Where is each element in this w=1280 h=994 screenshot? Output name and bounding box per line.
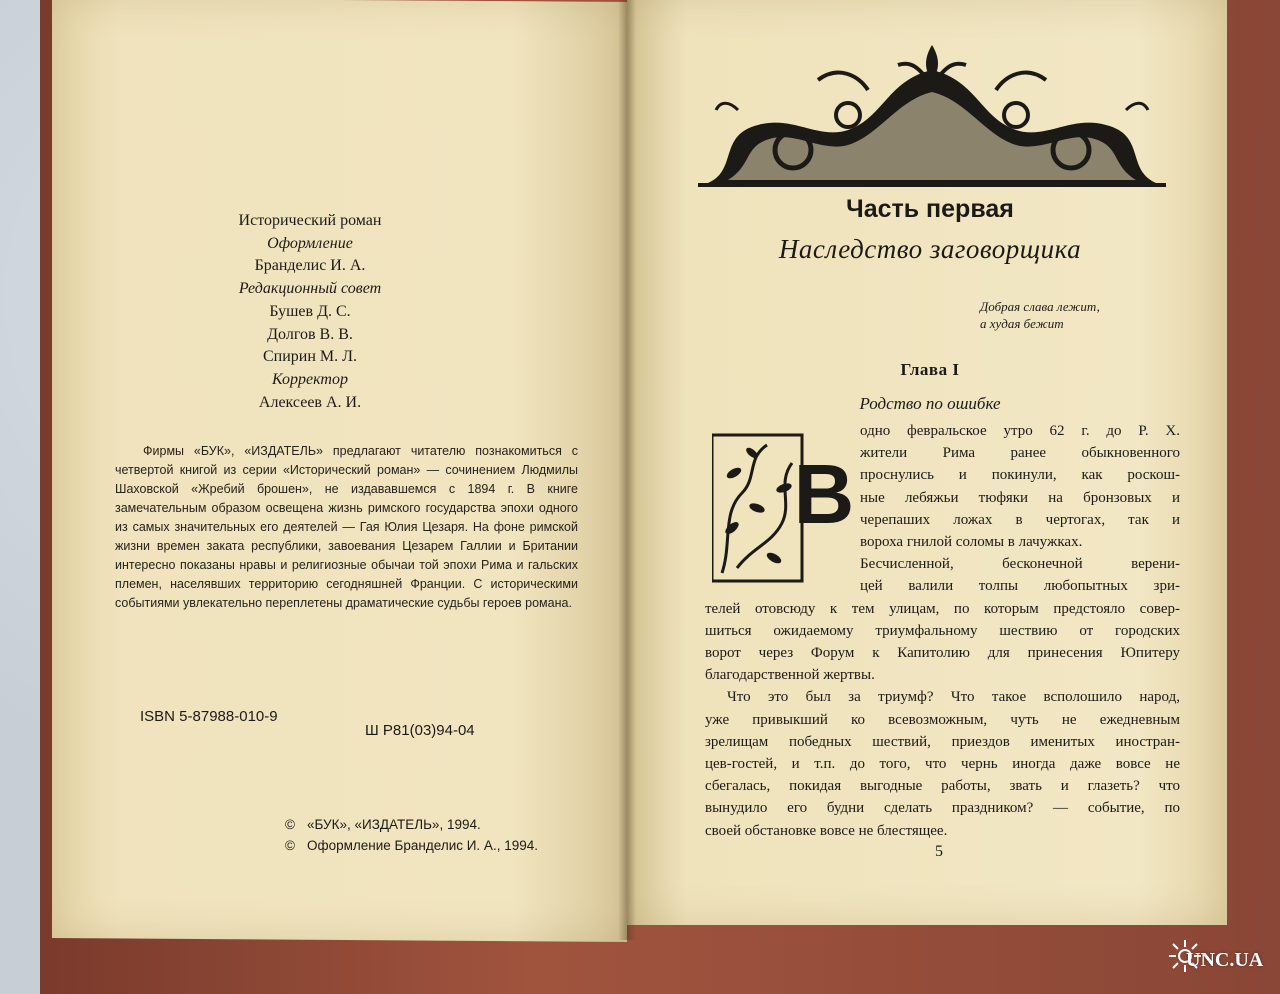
text-line: жители Рима ранее обыкновенного: [860, 445, 1180, 462]
credit-line: Бушев Д. С.: [269, 302, 351, 320]
text-line: вороха гнилой соломы в лачужках.: [860, 534, 1083, 551]
text-line: сбегалась, покидая выгодные работы, звать и глазеть? что: [705, 778, 1180, 795]
text-line: черепаших ложах в чертогах, так и: [860, 511, 1180, 528]
credit-line: Бранделис И. А.: [254, 257, 366, 275]
book-gutter: [618, 0, 636, 940]
part-subtitle: Наследство заговорщика: [778, 234, 1082, 264]
annotation-text: Фирмы «БУК», «ИЗДАТЕЛЬ» предлагают читателю познакомиться с четвертой книгой из серии «Исторический роман» — сочинением Людмилы Шаховской «Жребий брошен», не издававшемся с 1894 г. В книге замечательным образом освещена жизнь римского государства эпохи одного из самых значительных его деятелей — Гая Юлия Цезаря. На фоне римской жизни времен заката республики, завоевания Цезарем Галлии и Британии интересно показаны нравы и религиозные обычаи той эпохи Рима и гальских племен, населявших территорию сегодняшней Франции. С историческими событиями увлекательно переплетены драматические судьбы героев романа.: [115, 444, 578, 610]
credit-line: Исторический роман: [238, 212, 382, 229]
text-line: телей отовсюду к тем улицам, по которым предстояло совер-: [705, 600, 1180, 617]
credit-line: Редакционный совет: [238, 280, 382, 298]
text-line: зрелищам победных шествий, приездов именитых иностран-: [705, 733, 1180, 750]
drop-cap-letter: В: [793, 447, 855, 541]
credit-line: Оформление: [267, 234, 353, 252]
isbn: ISBN 5-87988-010-9: [140, 708, 278, 725]
chapter-title: Глава I: [900, 360, 960, 379]
text-line: одно февральское утро 62 г. до Р. Х.: [860, 423, 1180, 439]
credits-block: [60, 210, 560, 414]
copyright-block: [285, 814, 538, 856]
text-line: Что это был за триумф? Что такое всполошило народ,: [727, 689, 1180, 706]
credit-line: Спирин М. Л.: [263, 348, 357, 366]
text-line: уже привыкший ко всевозможным, чуть не ежедневным: [705, 711, 1180, 728]
text-line: своей обстановке вовсе не блестящее.: [705, 822, 948, 839]
text-line: проснулись и покинули, как роскош-: [860, 467, 1180, 484]
text-line: шиться ожидаемому триумфальному шествию от городских: [705, 622, 1180, 639]
bbk-code: Ш Р81(03)94-04: [365, 722, 475, 739]
copyright-line: [285, 835, 538, 856]
chapter-subtitle: Родство по ошибке: [859, 394, 1001, 413]
chapter-body: [705, 420, 1180, 842]
text-line: Бесчисленной, бесконечной верени-: [860, 556, 1180, 573]
watermark: [1168, 935, 1278, 985]
text-line: цей валили толпы любопытных зри-: [860, 578, 1180, 595]
text-line: цев-гостей, и т.п. до того, что чернь иногда даже вовсе не: [705, 756, 1180, 773]
copyright-symbol: ©: [285, 817, 295, 832]
text-line: вынудило его будни сделать праздником? — событие, по: [705, 800, 1180, 817]
copyright-text: Оформление Бранделис И. А., 1994.: [307, 838, 538, 853]
copyright-symbol: ©: [285, 838, 295, 853]
copyright-text: «БУК», «ИЗДАТЕЛЬ», 1994.: [307, 817, 481, 832]
headpiece-ornament: [698, 40, 1166, 190]
credit-line: Долгов В. В.: [267, 325, 353, 343]
text-line: ные лебяжьи тюфяки на бронзовых и: [860, 489, 1180, 506]
annotation-paragraph: [115, 442, 578, 613]
watermark-text: UNC.UA: [1186, 949, 1264, 971]
credit-line: Корректор: [272, 370, 348, 388]
epigraph-line: Добрая слава лежит,: [980, 299, 1100, 314]
show-through-ghost: [140, 60, 470, 160]
credit-line: Алексеев А. И.: [258, 393, 362, 411]
epigraph: [980, 298, 1100, 332]
text-line: ворот через Форум к Капитолию для принесения Юпитеру: [705, 645, 1180, 662]
epigraph-line: а худая бежит: [980, 316, 1064, 331]
page-number: 5: [935, 843, 943, 860]
part-title: Часть первая: [846, 195, 1014, 223]
copyright-line: [285, 814, 538, 835]
text-line: благодарственной жертвы.: [705, 667, 875, 684]
